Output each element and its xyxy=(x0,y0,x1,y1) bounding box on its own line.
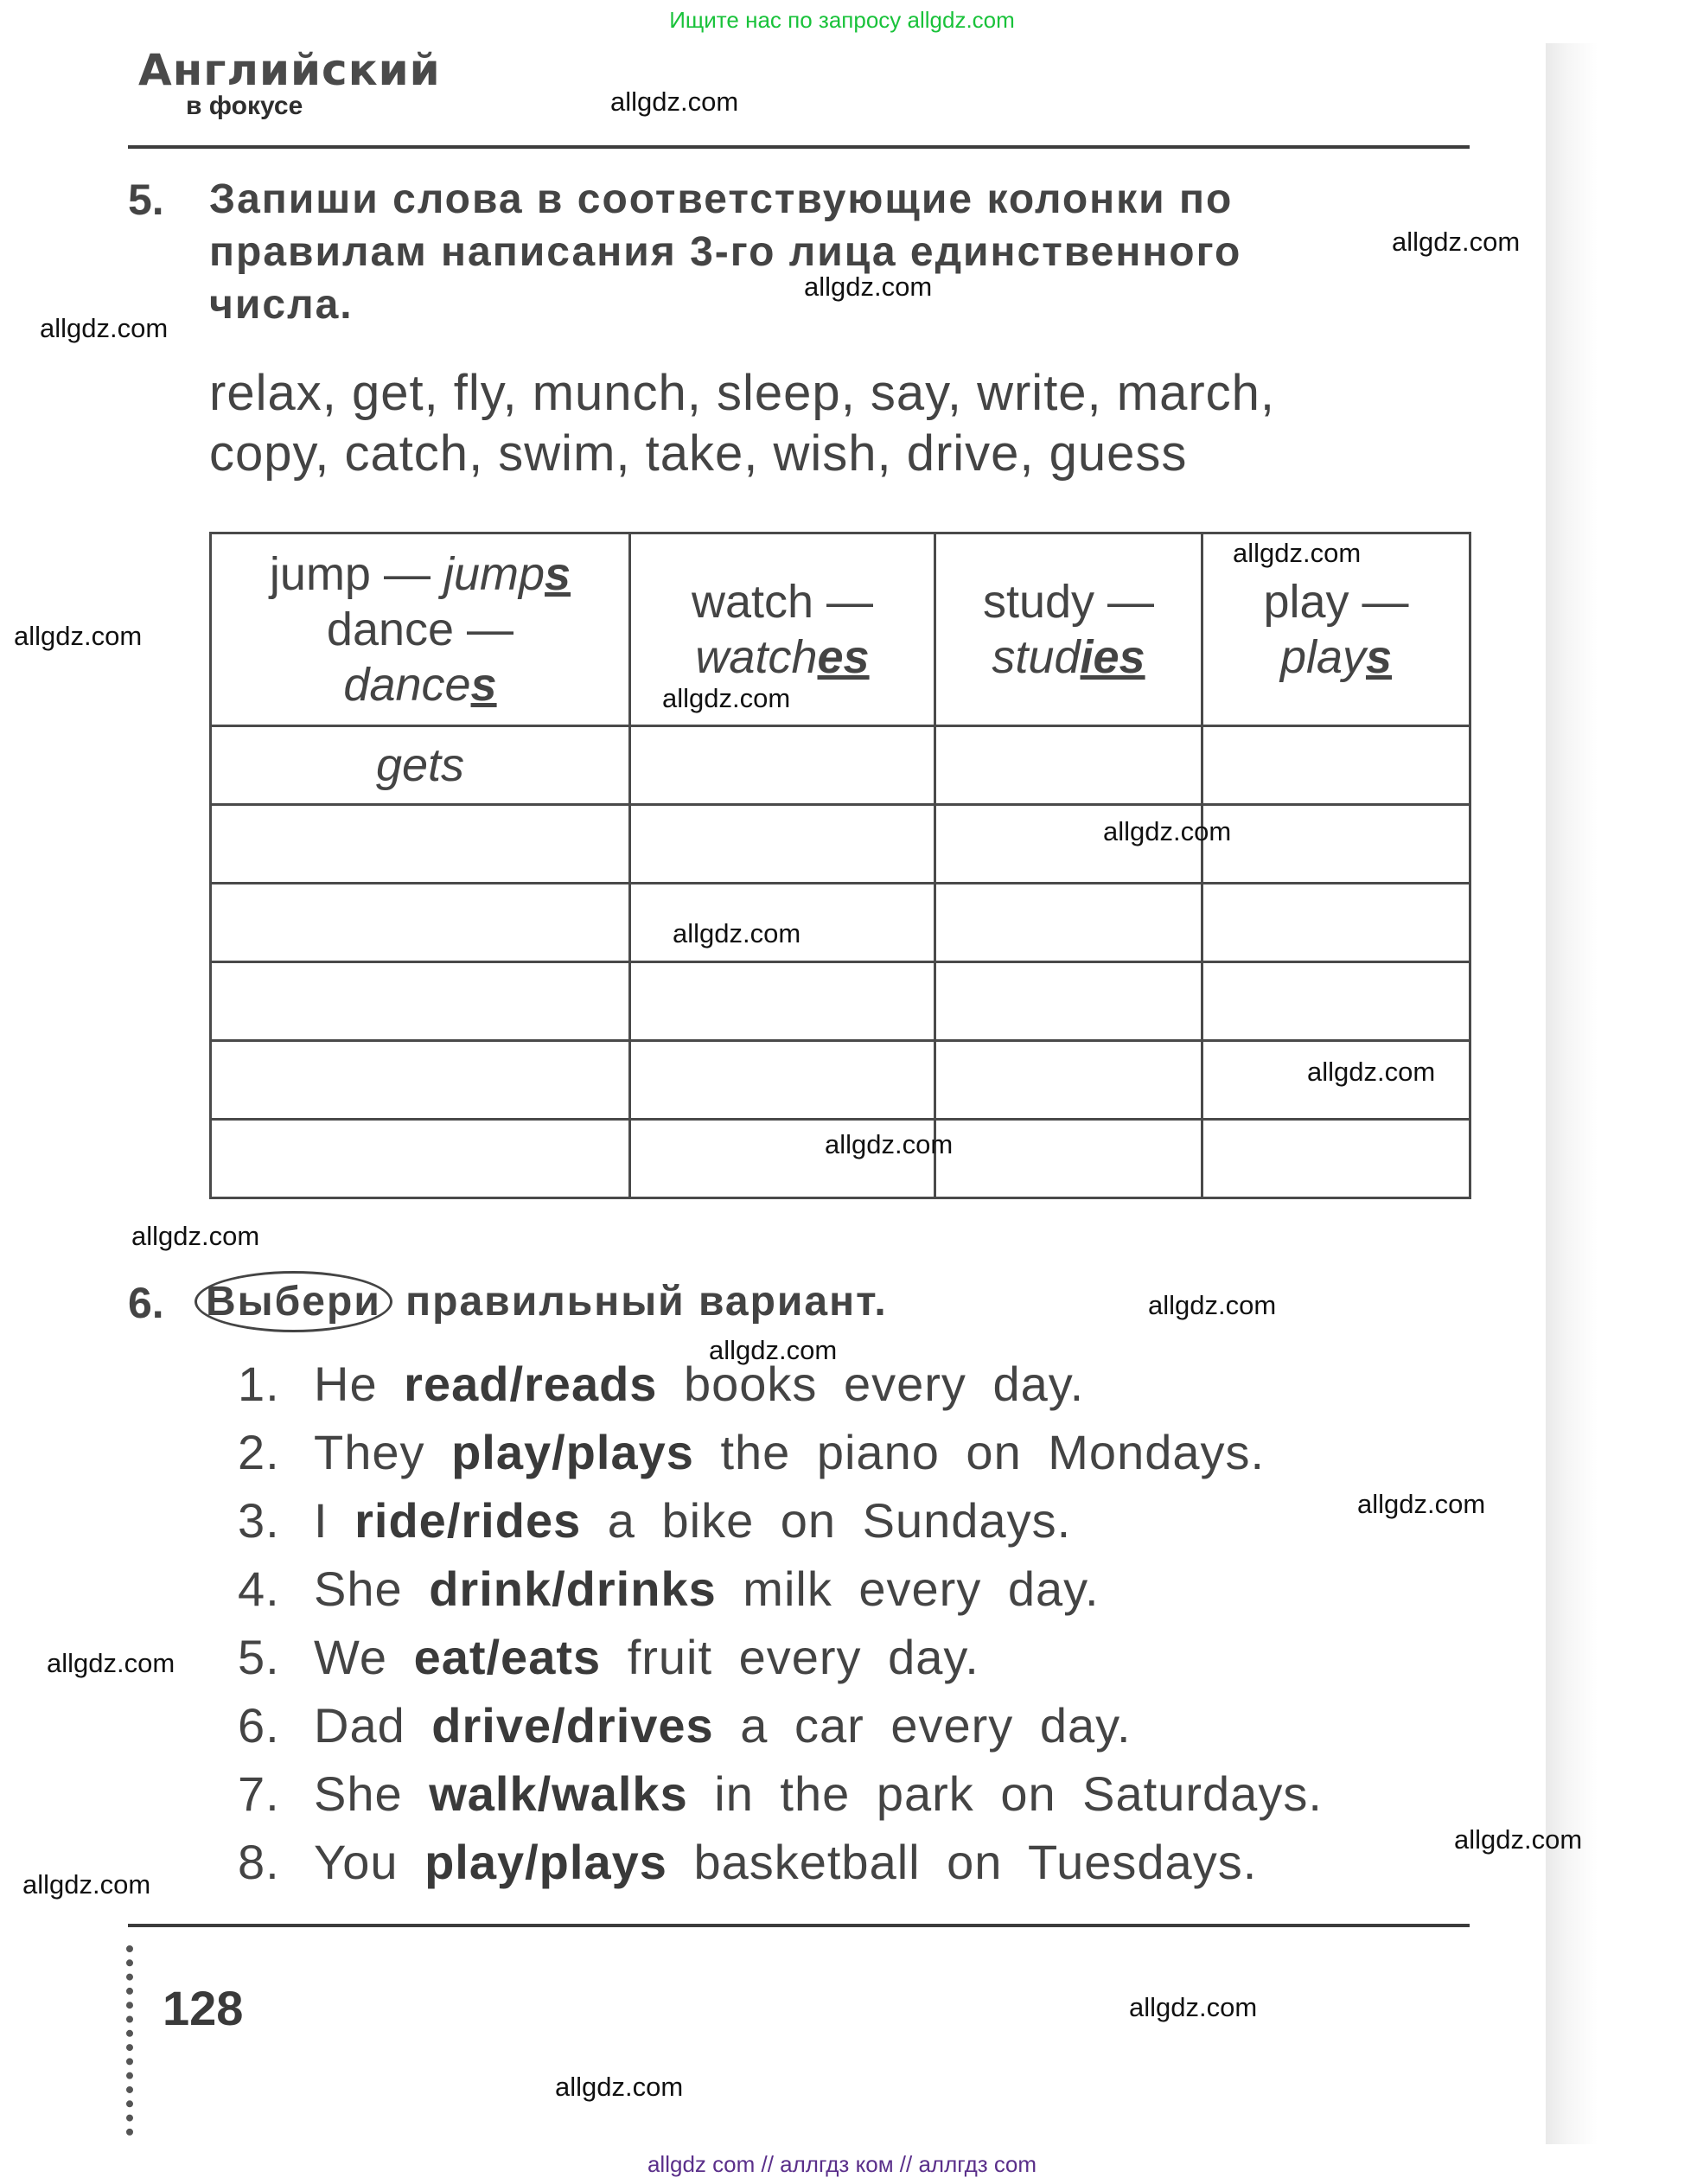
answer-cell[interactable] xyxy=(935,1120,1202,1198)
answer-cell[interactable] xyxy=(1202,805,1470,884)
list-item: 7. She walk/walks in the park on Saturdays. xyxy=(238,1766,1323,1821)
answer-cell[interactable] xyxy=(1202,726,1470,805)
page-number: 128 xyxy=(163,1981,244,2035)
header-base: study — xyxy=(982,576,1155,628)
answer-cell[interactable] xyxy=(1202,884,1470,962)
table-row xyxy=(211,1041,1470,1120)
list-item: 1. He read/reads books every day. xyxy=(238,1357,1085,1411)
word-list-line: copy, catch, swim, take, wish, drive, guess xyxy=(209,425,1188,482)
answer-cell[interactable] xyxy=(630,805,935,884)
task5-title xyxy=(209,173,1480,331)
table-row xyxy=(211,962,1470,1041)
watermark: allgdz.com xyxy=(673,918,801,948)
answer-cell[interactable] xyxy=(211,884,630,962)
answer-cell[interactable] xyxy=(1202,1120,1470,1198)
watermark: allgdz.com xyxy=(1148,1290,1277,1320)
list-item: 5. We eat/eats fruit every day. xyxy=(238,1630,979,1684)
answer-cell[interactable] xyxy=(935,962,1202,1041)
bottom-banner-link[interactable]: allgdz com // аллгдз ком // аллгдз com xyxy=(647,2151,1037,2177)
answer-cell[interactable] xyxy=(935,1041,1202,1120)
watermark: allgdz.com xyxy=(662,683,791,713)
header-example: dances xyxy=(343,659,497,711)
answer-cell[interactable]: gets xyxy=(211,726,630,805)
choice-option[interactable]: walk/walks xyxy=(429,1766,688,1821)
task5-word-list xyxy=(209,363,1471,484)
task6-title-rest: правильный вариант. xyxy=(405,1279,888,1325)
watermark: allgdz.com xyxy=(1392,227,1521,257)
footer-divider xyxy=(128,1924,1470,1927)
watermark: allgdz.com xyxy=(14,621,143,651)
watermark: allgdz.com xyxy=(1357,1489,1486,1519)
answer-cell[interactable] xyxy=(935,726,1202,805)
task6-title xyxy=(195,1271,888,1332)
answer-cell[interactable] xyxy=(630,1041,935,1120)
answer-cell[interactable] xyxy=(1202,962,1470,1041)
watermark: allgdz.com xyxy=(804,271,933,302)
header-divider xyxy=(128,145,1470,149)
header-base: play — xyxy=(1263,576,1409,628)
answer-cell[interactable] xyxy=(211,805,630,884)
task6-number: 6. xyxy=(128,1279,164,1327)
choice-option[interactable]: ride/rides xyxy=(354,1493,582,1548)
watermark: allgdz.com xyxy=(1307,1057,1436,1087)
task6-title-circled: Выбери xyxy=(195,1271,392,1332)
choice-option[interactable]: eat/eats xyxy=(413,1630,602,1684)
answer-cell[interactable] xyxy=(935,884,1202,962)
answer-cell[interactable] xyxy=(630,962,935,1041)
watermark: allgdz.com xyxy=(555,2072,684,2102)
watermark: allgdz.com xyxy=(40,313,169,343)
choice-option[interactable]: read/reads xyxy=(404,1357,658,1411)
list-item: 3. I ride/rides a bike on Sundays. xyxy=(238,1493,1072,1548)
logo-subtitle: в фокусе xyxy=(186,92,303,120)
watermark: allgdz.com xyxy=(709,1335,838,1365)
logo-title: Английский xyxy=(138,45,441,95)
header-example: studies xyxy=(992,631,1145,683)
watermark: allgdz.com xyxy=(1454,1824,1583,1855)
answer-cell[interactable] xyxy=(211,1041,630,1120)
header-example: watches xyxy=(695,631,870,683)
watermark: allgdz.com xyxy=(22,1869,151,1900)
answer-cell[interactable] xyxy=(211,1120,630,1198)
task5-number: 5. xyxy=(128,176,164,224)
task5-table xyxy=(209,532,1471,1199)
header-cell-s xyxy=(211,533,630,726)
watermark: allgdz.com xyxy=(131,1221,260,1251)
answer-cell[interactable] xyxy=(211,962,630,1041)
watermark: allgdz.com xyxy=(610,86,739,117)
watermark: allgdz.com xyxy=(1233,538,1362,568)
table-row xyxy=(211,884,1470,962)
task6-list xyxy=(238,1356,1491,1902)
header-base: dance — xyxy=(326,603,514,655)
header-cell-ies xyxy=(935,533,1202,726)
list-item: 4. She drink/drinks milk every day. xyxy=(238,1561,1100,1616)
list-item: 2. They play/plays the piano on Mondays. xyxy=(238,1425,1266,1479)
table-row xyxy=(211,805,1470,884)
choice-option[interactable]: play/plays xyxy=(424,1835,667,1889)
watermark: allgdz.com xyxy=(47,1648,175,1678)
task5-title-line: числа. xyxy=(209,282,354,328)
perforation-dots xyxy=(126,1945,142,2136)
choice-option[interactable]: drive/drives xyxy=(431,1698,714,1753)
table-row xyxy=(211,726,1470,805)
answer-cell[interactable] xyxy=(630,726,935,805)
choice-option[interactable]: play/plays xyxy=(451,1425,694,1479)
task5-title-line: Запиши слова в соответствующие колонки по xyxy=(209,176,1234,222)
watermark: allgdz.com xyxy=(825,1129,954,1159)
book-logo xyxy=(138,45,441,123)
choice-option[interactable]: drink/drinks xyxy=(429,1561,717,1616)
top-banner-link[interactable]: Ищите нас по запросу allgdz.com xyxy=(669,7,1015,33)
watermark: allgdz.com xyxy=(1129,1992,1258,2022)
word-list-line: relax, get, fly, munch, sleep, say, write, march, xyxy=(209,365,1276,421)
header-example: plays xyxy=(1279,631,1393,683)
list-item: 6. Dad drive/drives a car every day. xyxy=(238,1698,1132,1753)
header-example: jumps xyxy=(443,548,571,600)
list-item: 8. You play/plays basketball on Tuesdays. xyxy=(238,1835,1258,1889)
header-base: watch — xyxy=(691,576,874,628)
watermark: allgdz.com xyxy=(1103,816,1232,846)
task5-title-line: правилам написания 3-го лица единственного xyxy=(209,229,1242,275)
header-base: jump — xyxy=(269,548,431,600)
